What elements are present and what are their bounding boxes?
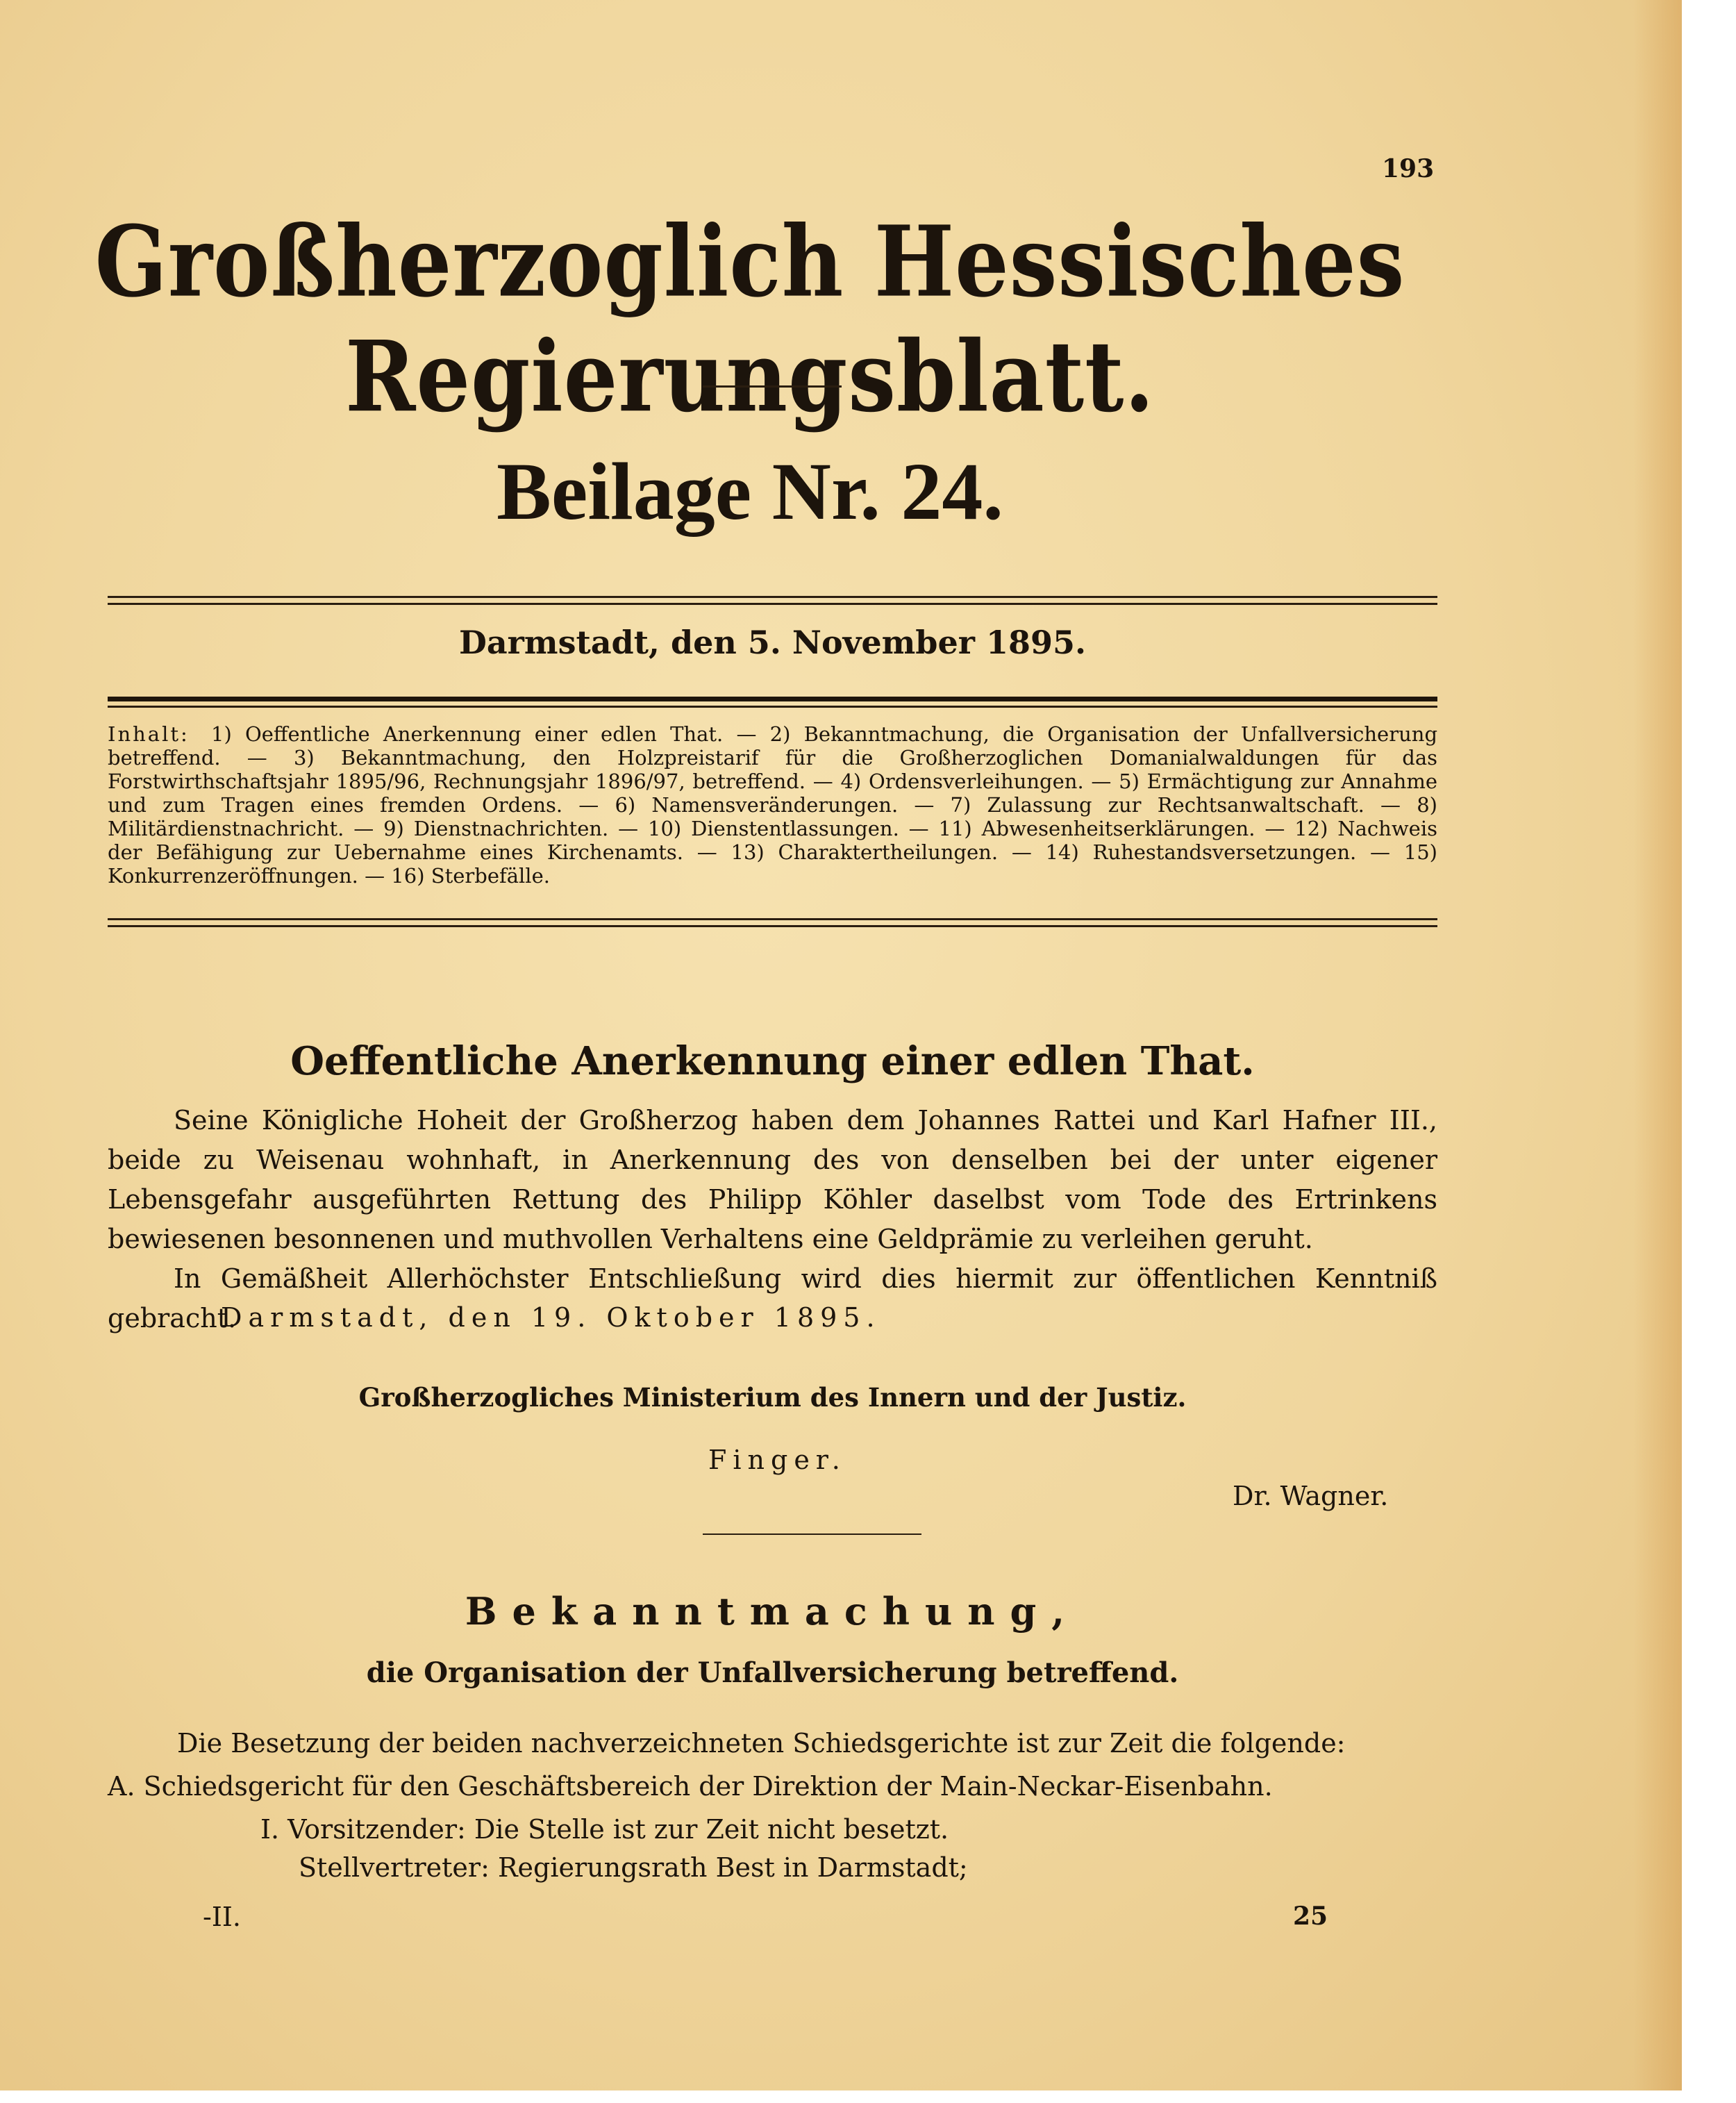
section1-paragraph1: Seine Königliche Hoheit der Großherzog haben dem Johannes Rattei und Karl Hafner III., beide zu Weisenau wohnhaft, in Anerkennung des von denselben bei der unter eigener Lebensgefahr ausgeführten Rettung des Philipp Köhler daselbst vom Tode des Ertrinkens bewiesenen besonnenen und muthvollen Verhaltens eine Geldprämie zu verleihen geruht. (108, 1105, 1437, 1254)
contents-rule-top (108, 697, 1437, 701)
section2-subtitle: die Organisation der Unfallversicherung betreffend. (366, 1656, 1179, 1689)
contents-rule-top-thin (108, 706, 1437, 708)
section-divider (703, 1533, 921, 1535)
footer-signature-mark: -II. (203, 1902, 241, 1932)
contents-block (108, 722, 1437, 888)
ministry-name: Großherzogliches Ministerium des Innern und der Justiz. (358, 1382, 1187, 1413)
contents-rule-bottom (108, 918, 1437, 920)
section2-title: Bekanntmachung, (465, 1589, 1080, 1634)
header-rule-bottom (108, 603, 1437, 605)
masthead-title: Großherzoglich Hessisches Regierungsblatt. (94, 203, 1405, 434)
section1-date: Darmstadt, den 19. Oktober 1895. (221, 1302, 881, 1333)
section1-title: Oeffentliche Anerkennung einer edlen That. (290, 1038, 1255, 1084)
section1-paragraph2: In Gemäßheit Allerhöchster Entschließung wird dies hiermit zur öffentlichen Kenntniß gebracht. (108, 1263, 1437, 1333)
signature-wagner: Dr. Wagner. (1233, 1481, 1389, 1511)
section2-item-i: I. Vorsitzender: Die Stelle ist zur Zeit nicht besetzt. (260, 1814, 949, 1845)
issue-dateline: Darmstadt, den 5. November 1895. (458, 624, 1087, 661)
footer-sheet-number: 25 (1293, 1902, 1328, 1931)
signature-finger: Finger. (708, 1445, 846, 1475)
section2-item-a: A. Schiedsgericht für den Geschäftsbereich der Direktion der Main-Neckar-Eisenbahn. (108, 1771, 1273, 1802)
section2-intro: Die Besetzung der beiden nachverzeichneten Schiedsgerichte ist zur Zeit die folgende: (177, 1728, 1346, 1759)
contents-rule-bottom-2 (108, 925, 1437, 927)
masthead-rule (703, 385, 842, 388)
supplement-number: Beilage Nr. 24. (496, 446, 1003, 537)
header-rule-top (108, 596, 1437, 598)
contents-text: 1) Oeffentliche Anerkennung einer edlen That. — 2) Bekanntmachung, die Organisation der Unfallversicherung betreffend. — 3) Bekanntmachung, den Holzpreistarif für die Großherzoglichen Domanialwaldungen für das Forstwirthschaftsjahr 1895/96, Rechnungsjahr 1896/97, betreffend. — 4) Ordensverleihungen. — 5) Ermächtigung zur Annahme und zum Tragen eines fremden Ordens. — 6) Namensveränderungen. — 7) Zulassung zur Rechtsanwaltschaft. — 8) Militärdienstnachricht. — 9) Dienstnachrichten. — 10) Dienstentlassungen. — 11) Abwesenheitserklärungen. — 12) Nachweis der Befähigung zur Uebernahme eines Kirchenamts. — 13) Charaktertheilungen. — 14) Ruhestandsversetzungen. — 15) Konkurrenzeröffnungen. — 16) Sterbefälle. (108, 722, 1438, 888)
contents-label: Inhalt: (108, 722, 190, 746)
page-number: 193 (1382, 154, 1435, 183)
section2-deputy: Stellvertreter: Regierungsrath Best in Darmstadt; (299, 1852, 968, 1883)
